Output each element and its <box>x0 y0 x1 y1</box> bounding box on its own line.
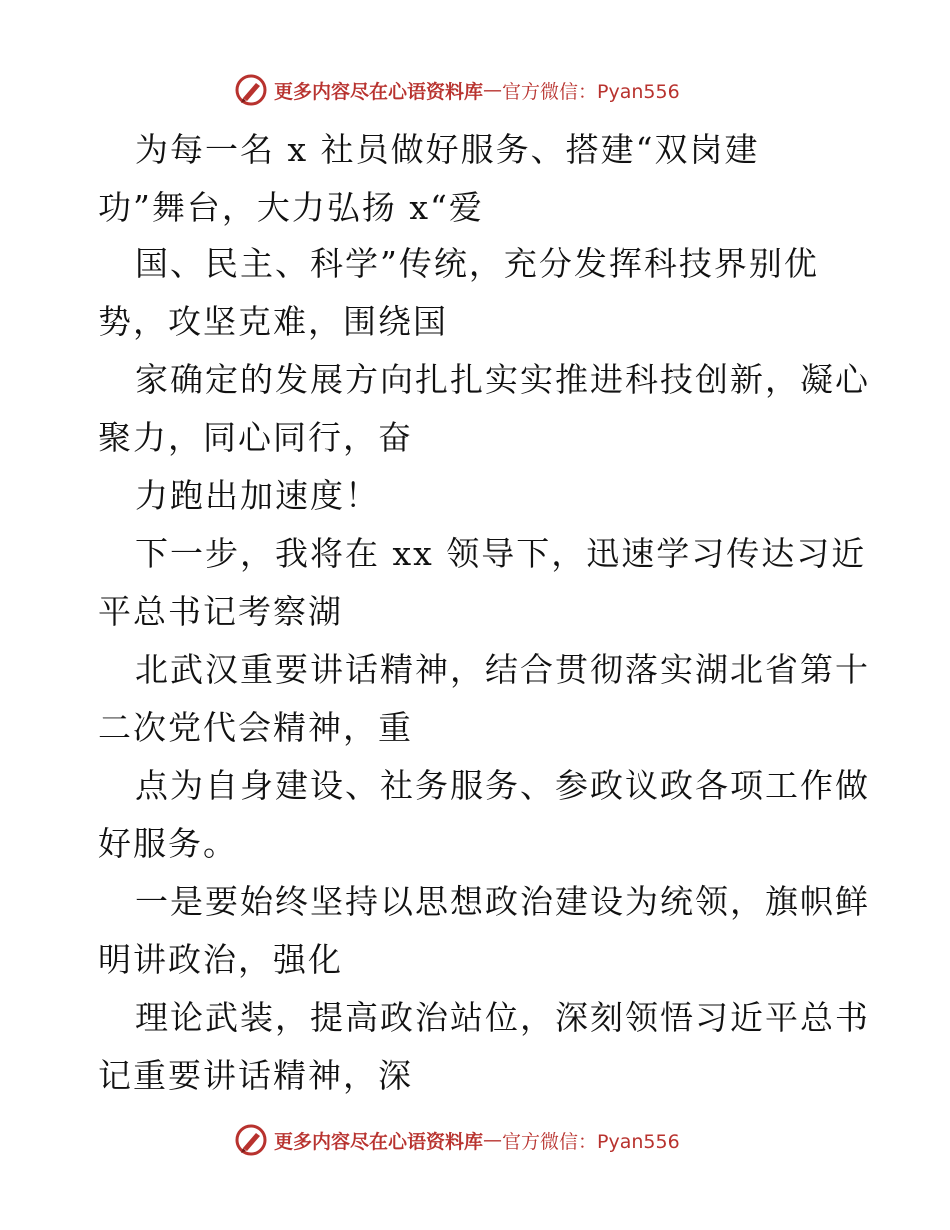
header-banner <box>234 72 680 108</box>
banner-dash: — <box>483 1129 503 1151</box>
body-line: 明讲政治，强化 <box>98 940 343 979</box>
body-line: 下一步，我将在 xx 领导下，迅速学习传达习近 <box>135 534 867 573</box>
body-line: 点为自身建设、社务服务、参政议政各项工作做 <box>135 766 870 805</box>
body-line: 平总书记考察湖 <box>98 592 343 631</box>
body-line: 理论武装，提高政治站位，深刻领悟习近平总书 <box>135 998 870 1037</box>
banner-wechat-text: 官方微信：Pyan556 <box>502 1130 680 1153</box>
body-line: 家确定的发展方向扎扎实实推进科技创新，凝心 <box>135 360 870 399</box>
body-line: 记重要讲话精神，深 <box>98 1056 413 1095</box>
body-line: 二次党代会精神，重 <box>98 708 413 747</box>
banner-library-text: 更多内容尽在心语资料库 <box>274 80 484 103</box>
body-line: 力跑出加速度！ <box>135 476 380 515</box>
body-line: 聚力，同心同行，奋 <box>98 418 413 457</box>
body-line: 为每一名 x 社员做好服务、搭建“双岗建 <box>135 130 760 169</box>
body-line: 北武汉重要讲话精神，结合贯彻落实湖北省第十 <box>135 650 870 689</box>
banner-wechat-text: 官方微信：Pyan556 <box>502 80 680 103</box>
body-line: 好服务。 <box>98 824 238 863</box>
pen-logo-icon <box>234 73 268 107</box>
body-line: 国、民主、科学”传统，充分发挥科技界别优 <box>135 244 819 283</box>
body-line: 一是要始终坚持以思想政治建设为统领，旗帜鲜 <box>135 882 870 921</box>
banner-library-text: 更多内容尽在心语资料库 <box>274 1130 484 1153</box>
body-line: 势，攻坚克难，围绕国 <box>98 302 448 341</box>
footer-banner <box>234 1122 680 1158</box>
body-line: 功”舞台，大力弘扬 x“爱 <box>98 188 484 227</box>
banner-dash: — <box>483 79 503 101</box>
pen-logo-icon <box>234 1123 268 1157</box>
